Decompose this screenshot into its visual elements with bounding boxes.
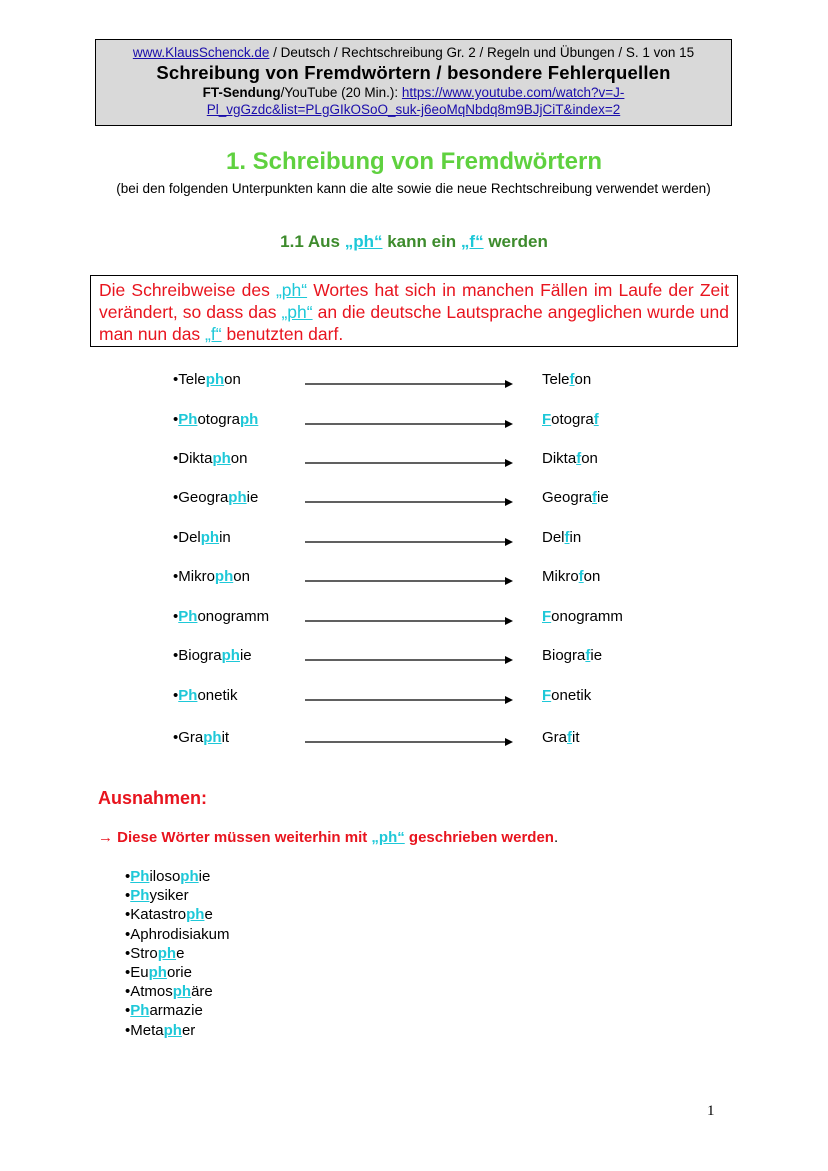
video-link-line xyxy=(96,101,731,118)
video-info-line xyxy=(96,84,731,101)
section-prefix: 1.1 Aus xyxy=(280,232,345,251)
exception-word: •Euphorie xyxy=(125,964,192,982)
video-label: FT-Sendung xyxy=(202,85,281,100)
exceptions-note-suffix: geschrieben werden xyxy=(404,829,554,846)
word-pair-row xyxy=(173,526,653,550)
exception-word: •Philosophie xyxy=(125,868,211,885)
word-pair-row xyxy=(173,368,653,392)
video-link-part1[interactable]: https://www.youtube.com/watch?v=J- xyxy=(401,85,625,100)
section-title xyxy=(0,232,828,252)
new-spelling: Fonogramm xyxy=(542,608,623,625)
new-spelling: Fotograf xyxy=(542,411,599,428)
exceptions-list xyxy=(125,867,229,1040)
document-title: Schreibung von Fremdwörtern / besondere Fehlerquellen xyxy=(156,62,671,83)
arrow-right-icon xyxy=(305,419,513,429)
rule-box xyxy=(90,275,738,347)
old-spelling: •Delphin xyxy=(173,529,231,546)
arrow-right-icon xyxy=(305,537,513,547)
exceptions-note-end: . xyxy=(553,829,559,846)
page-number: 1 xyxy=(707,1103,715,1119)
exception-word: •Aphrodisiakum xyxy=(125,925,230,943)
arrow-right-icon xyxy=(305,695,513,705)
rule-f: „f“ xyxy=(205,324,222,344)
word-pair-row xyxy=(173,565,653,589)
rule-ph: „ph“ xyxy=(281,302,313,322)
rule-text: benutzten darf. xyxy=(221,324,344,344)
new-spelling: Biografie xyxy=(542,647,603,664)
main-title: 1. Schreibung von Fremdwörtern xyxy=(225,148,603,175)
new-spelling: Fonetik xyxy=(542,687,592,704)
video-link-part2[interactable]: Pl_vgGzdc&list=PLgGIkOSoO_suk-j6eoMqNbdq8m9BJjCiT&index=2 xyxy=(206,102,621,117)
exceptions-note-prefix: → Diese Wörter müssen weiterhin mit xyxy=(98,829,372,846)
word-pair-row xyxy=(173,408,653,432)
new-spelling: Geografie xyxy=(542,489,609,506)
header-breadcrumb-line xyxy=(96,44,731,61)
arrow-right-icon xyxy=(305,379,513,389)
subtitle: (bei den folgenden Unterpunkten kann die alte sowie die neue Rechtschreibung verwendet werden) xyxy=(116,181,711,196)
word-pair-row xyxy=(173,644,653,668)
old-spelling: •Telephon xyxy=(173,371,241,388)
word-pair-row xyxy=(173,486,653,510)
exceptions-note xyxy=(98,829,558,846)
header-box xyxy=(95,39,732,126)
old-spelling: •Phonetik xyxy=(173,687,238,704)
exceptions-note-ph: „ph“ xyxy=(371,829,405,846)
old-spelling: •Mikrophon xyxy=(173,568,250,585)
word-pair-row xyxy=(173,726,653,750)
breadcrumb: / Deutsch / Rechtschreibung Gr. 2 / Regeln und Übungen / S. 1 von 15 xyxy=(269,45,695,60)
exception-word: •Strophe xyxy=(125,944,185,962)
new-spelling: Telefon xyxy=(542,371,592,388)
rule-text: Die Schreibweise des xyxy=(99,280,276,300)
arrow-right-icon xyxy=(305,616,513,626)
section-middle: kann ein xyxy=(382,232,461,251)
rule-text: an die deutsche Lautsprache angeglichen wurde und man nun das xyxy=(99,302,730,344)
site-link[interactable]: www.KlausSchenck.de xyxy=(132,45,270,60)
new-spelling: Grafit xyxy=(542,729,580,746)
arrow-right-icon xyxy=(305,655,513,665)
word-pair-row xyxy=(173,447,653,471)
exception-word: •Metapher xyxy=(125,1021,196,1039)
word-pair-row xyxy=(173,684,653,708)
exception-word: •Pharmazie xyxy=(125,1002,203,1020)
rule-text: Wortes hat sich in manchen Fällen im Laufe der Zeit verändert, so dass das xyxy=(99,280,729,322)
arrow-right-icon xyxy=(305,497,513,507)
new-spelling: Delfin xyxy=(542,529,582,546)
section-ph: „ph“ xyxy=(344,232,383,251)
rule-ph: „ph“ xyxy=(275,280,308,300)
arrow-right-icon xyxy=(305,576,513,586)
exception-word: •Physiker xyxy=(125,887,189,905)
section-f: „f“ xyxy=(460,232,484,251)
exception-word: •Atmosphäre xyxy=(125,983,213,1001)
exceptions-title: Ausnahmen: xyxy=(98,788,208,808)
old-spelling: •Geographie xyxy=(173,489,259,506)
new-spelling: Diktafon xyxy=(542,450,598,467)
exception-word: •Katastrophe xyxy=(125,906,213,924)
arrow-right-icon xyxy=(305,458,513,468)
video-info: /YouTube (20 Min.): xyxy=(280,85,402,100)
old-spelling: •Phonogramm xyxy=(173,608,270,625)
section-suffix: werden xyxy=(483,232,548,251)
old-spelling: •Diktaphon xyxy=(173,450,248,467)
old-spelling: •Biographie xyxy=(173,647,252,664)
new-spelling: Mikrofon xyxy=(542,568,601,585)
arrow-right-icon xyxy=(305,737,513,747)
old-spelling: •Graphit xyxy=(173,729,230,746)
old-spelling: •Photograph xyxy=(173,411,259,428)
word-pair-row xyxy=(173,605,653,629)
